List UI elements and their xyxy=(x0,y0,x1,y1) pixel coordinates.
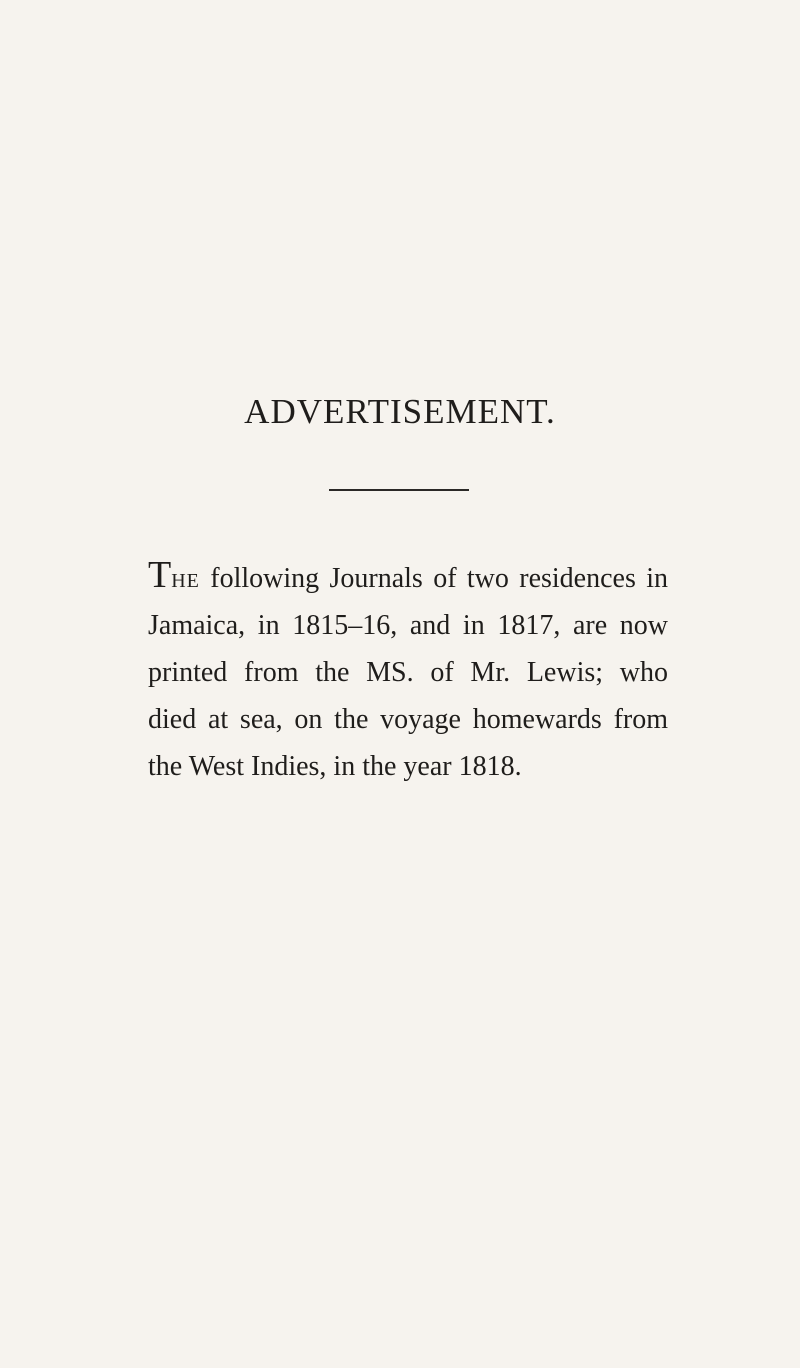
paragraph-line-1 xyxy=(148,555,668,602)
divider-rule xyxy=(329,489,469,491)
drop-letter: T xyxy=(148,554,172,596)
paragraph-line-4: died at sea, on the voyage homewards from xyxy=(148,704,668,735)
page-heading: ADVERTISEMENT. xyxy=(244,392,556,431)
paragraph-line-2: Jamaica, in 1815–16, and in 1817, are now xyxy=(148,610,668,641)
paragraph-line-5: the West Indies, in the year 1818. xyxy=(148,751,522,782)
advertisement-paragraph xyxy=(148,555,668,790)
line-1-text: following Journals of two residences in xyxy=(199,563,668,594)
small-caps-word: he xyxy=(171,563,200,594)
paragraph-line-3: printed from the MS. of Mr. Lewis; who xyxy=(148,657,668,688)
